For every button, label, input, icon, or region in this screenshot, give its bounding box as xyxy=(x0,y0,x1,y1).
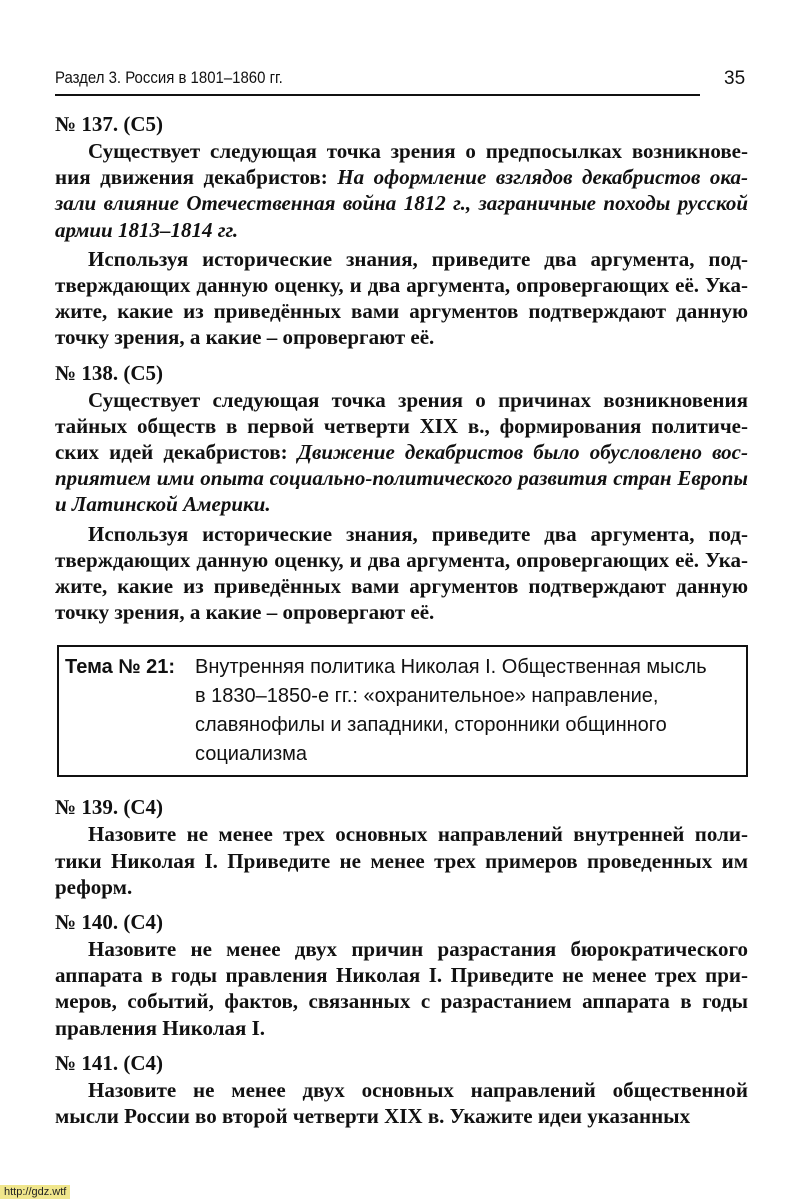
text: Существует следующая точка зрения о предпосылках возникнове- xyxy=(88,139,748,163)
text: ния движения декабристов: xyxy=(55,165,338,190)
italic-text: приятием ими опыта социально-политического развития стран Европы xyxy=(55,466,748,491)
text: тайных обществ в первой четверти XIX в., формирования политиче- xyxy=(55,413,748,438)
text-line xyxy=(55,164,748,190)
paragraph xyxy=(55,936,748,1041)
text-line xyxy=(55,1015,748,1041)
theme-title xyxy=(195,653,740,769)
text: тики Николая I. Приведите не менее трех примеров проведенных им xyxy=(55,848,748,873)
text: Назовите не менее трех основных направлений внутренней поли- xyxy=(88,822,748,847)
text-line xyxy=(55,491,748,517)
text-line xyxy=(55,272,748,298)
text-line xyxy=(55,439,748,465)
text-line xyxy=(55,413,748,439)
text-line xyxy=(55,138,748,164)
task xyxy=(55,1049,748,1129)
task xyxy=(55,110,748,351)
text: Существует следующая точка зрения о причинах возникновения xyxy=(88,387,748,412)
text-line xyxy=(55,1103,748,1129)
tasks-group-1 xyxy=(55,110,748,625)
text-line xyxy=(55,465,748,491)
text-line xyxy=(55,324,748,350)
text: Используя исторические знания, приведите два аргумента, под- xyxy=(88,246,748,271)
text-line xyxy=(55,547,748,573)
text-line xyxy=(55,874,748,900)
text-line xyxy=(55,190,748,216)
theme-line: славянофилы и западники, сторонники общинного xyxy=(195,714,667,737)
text: Назовите не менее двух причин разрастания бюрократического xyxy=(88,937,748,962)
watermark-link[interactable]: http://gdz.wtf xyxy=(0,1185,70,1199)
task-number: № 138. (С5) xyxy=(55,360,164,385)
text-line xyxy=(55,298,748,324)
text: жите, какие из приведённых вами аргументов подтверждают данную xyxy=(55,299,748,324)
italic-text: Движение декабристов было обусловлено вос- xyxy=(297,440,748,465)
page-number: 35 xyxy=(724,68,746,89)
text-line xyxy=(55,936,748,962)
text: жите, какие из приведённых вами аргументов подтверждают данную xyxy=(55,574,748,599)
theme-line: социализма xyxy=(195,743,307,766)
task-number: № 140. (С4) xyxy=(55,910,164,935)
page-content xyxy=(55,110,748,1137)
text-line xyxy=(55,217,748,243)
task-number: № 141. (С4) xyxy=(55,1050,164,1075)
tasks-group-2 xyxy=(55,793,748,1129)
text-line xyxy=(55,573,748,599)
text-line xyxy=(55,521,748,547)
text: мысли России во второй четверти XIX в. Укажите идеи указанных xyxy=(55,1104,691,1129)
text: Назовите не менее двух основных направлений общественной xyxy=(88,1077,748,1102)
task-number: № 137. (С5) xyxy=(55,112,164,136)
paragraph xyxy=(55,387,748,518)
running-header xyxy=(55,68,700,96)
text: правления Николая I. xyxy=(55,1015,266,1040)
section-title: Раздел 3. Россия в 1801–1860 гг. xyxy=(55,68,283,87)
italic-text: армии 1813–1814 гг. xyxy=(55,217,239,242)
text-line xyxy=(55,1077,748,1103)
paragraph xyxy=(55,138,748,243)
text: тверждающих данную оценку, и два аргумента, опровергающих её. Ука- xyxy=(55,547,748,572)
text: тверждающих данную оценку, и два аргумента, опровергающих её. Ука- xyxy=(55,273,748,298)
text: точку зрения, а какие – опровергают её. xyxy=(55,325,435,350)
text: меров, событий, фактов, связанных с разрастанием аппарата в годы xyxy=(55,989,748,1014)
text-line xyxy=(55,821,748,847)
theme-box xyxy=(57,645,748,777)
task xyxy=(55,908,748,1041)
text-line xyxy=(55,387,748,413)
paragraph xyxy=(55,1077,748,1129)
text: Используя исторические знания, приведите два аргумента, под- xyxy=(88,521,748,546)
text: ских идей декабристов: xyxy=(55,440,298,465)
text-line xyxy=(55,848,748,874)
text: реформ. xyxy=(55,874,133,899)
task-number: № 139. (С4) xyxy=(55,795,164,820)
text-line xyxy=(55,246,748,272)
theme-line: в 1830–1850-е гг.: «охранительное» направление, xyxy=(195,685,659,708)
text: аппарата в годы правления Николая I. Приведите не менее трех при- xyxy=(55,963,748,988)
paragraph xyxy=(55,821,748,900)
italic-text: и Латинской Америки. xyxy=(55,492,271,517)
paragraph xyxy=(55,246,748,351)
theme-label: Тема № 21: xyxy=(65,656,176,679)
task xyxy=(55,793,748,900)
theme-line: Внутренняя политика Николая I. Общественная мысль xyxy=(195,656,707,679)
task xyxy=(55,359,748,626)
text-line xyxy=(55,599,748,625)
text-line xyxy=(55,988,748,1014)
paragraph xyxy=(55,521,748,626)
italic-text: На оформление взглядов декабристов ока- xyxy=(337,165,748,190)
text-line xyxy=(55,962,748,988)
italic-text: зали влияние Отечественная война 1812 г., заграничные походы русской xyxy=(55,191,748,216)
text: точку зрения, а какие – опровергают её. xyxy=(55,600,435,625)
